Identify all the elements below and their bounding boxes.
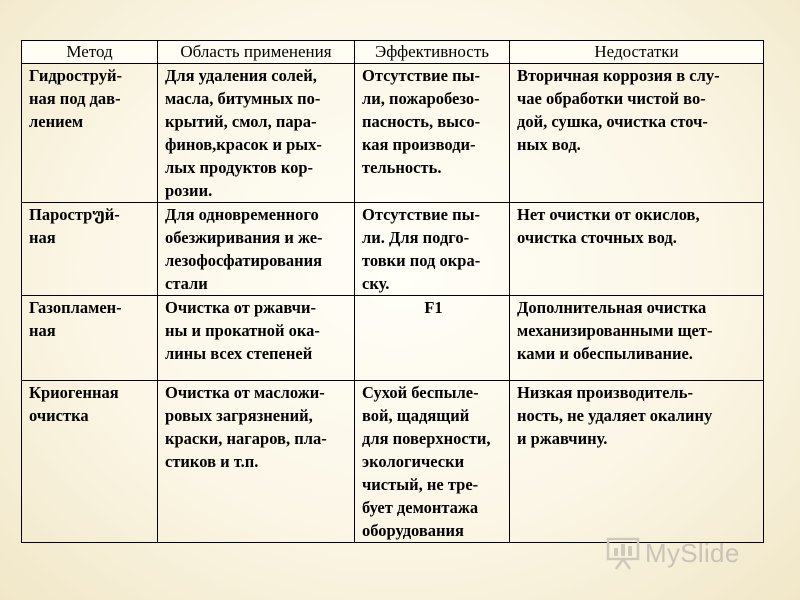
table-header-row <box>22 41 764 64</box>
cell-application: Для удаления солей, масла, битумных по- крытий, смол, пара- финов,красок и рых- лых продуктов кор- розии. <box>158 64 355 203</box>
cell-efficiency: F1 <box>355 296 510 381</box>
cell-drawbacks: Нет очистки от окислов, очистка сточных вод. <box>510 203 764 296</box>
methods-table <box>21 40 764 543</box>
presentation-board-icon <box>605 536 641 570</box>
table-row <box>22 203 764 296</box>
header-efficiency: Эффективность <box>355 41 510 64</box>
cell-efficiency: Отсутствие пы- ли. Для подго- товки под окра- ску. <box>355 203 510 296</box>
watermark-text: MySlide <box>645 537 740 568</box>
header-method: Метод <box>22 41 158 64</box>
cell-drawbacks: Дополнительная очистка механизированными щет- ками и обеспыливание. <box>510 296 764 381</box>
cell-efficiency: Отсутствие пы- ли, пожаробезо- пасность, высо- кая производи- тельность. <box>355 64 510 203</box>
cell-efficiency: Сухой беспыле- вой, щадящий для поверхности, экологически чистый, не тре- бует демонтажа оборудования <box>355 381 510 543</box>
table-row <box>22 296 764 381</box>
myslide-watermark <box>605 536 740 570</box>
table-row <box>22 64 764 203</box>
cell-application: Для одновременного обезжиривания и же- лезофосфатирования стали <box>158 203 355 296</box>
table-row <box>22 381 764 543</box>
cell-method: Газопламен- ная <box>22 296 158 381</box>
methods-table-container <box>21 40 763 543</box>
cell-application: Очистка от масложи- ровых загрязнений, краски, нагаров, пла- стиков и т.п. <box>158 381 355 543</box>
header-drawbacks: Недостатки <box>510 41 764 64</box>
header-application: Область применения <box>158 41 355 64</box>
cell-application: Очистка от ржавчи- ны и прокатной ока- лины всех степеней <box>158 296 355 381</box>
cell-drawbacks: Низкая производитель- ность, не удаляет окалину и ржавчину. <box>510 381 764 543</box>
cell-method: Гидроструй- ная под дав- лением <box>22 64 158 203</box>
cell-method: Криогенная очистка <box>22 381 158 543</box>
cell-drawbacks: Вторичная коррозия в слу- чае обработки чистой во- дой, сушка, очистка сточ- ных вод. <box>510 64 764 203</box>
cell-method: Парострუй- ная <box>22 203 158 296</box>
